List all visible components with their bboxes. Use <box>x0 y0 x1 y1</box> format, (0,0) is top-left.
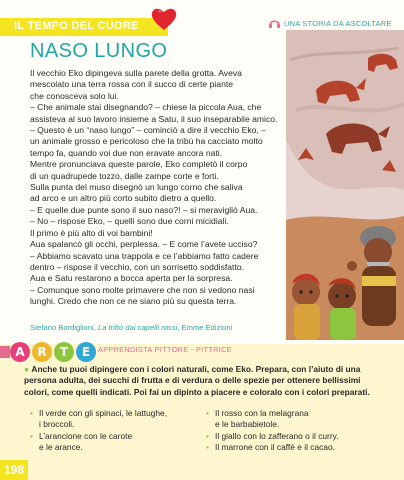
color-list-item: • Il marrone con il caffè e il cacao. <box>206 442 396 453</box>
story-line: di un quadrupede tozzo, dalle zampe corte e forti. <box>30 170 219 181</box>
instruction-text: persona adulta, dei succhi di frutta e di verdura o delle spezie per ottenere bellissimi <box>24 375 361 386</box>
story-line: Sulla punta del muso disegnò un lungo corno che saliva <box>30 182 243 193</box>
story-line: – Questo è un “naso lungo” – cominciò a dire il vecchio Eko, – <box>30 125 266 136</box>
section-header: IL TEMPO DEL CUORE <box>14 20 139 32</box>
arte-letter-a: A <box>15 345 25 359</box>
story-line: Il primo è più alto di voi bambini! <box>30 227 153 238</box>
heart-icon <box>150 6 178 32</box>
story-line: un animale grosso e pericoloso che la tribù ha cacciato molto <box>30 136 263 147</box>
color-list-item: • L’arancione con le carote <box>30 431 200 442</box>
story-line: lunghi. Credo che non ce ne siano più su questa terra. <box>30 296 237 307</box>
story-line: mescolato una terra rossa con il succo di certe piante <box>30 79 234 90</box>
story-line: – Comunque sono molte primavere che non si vedono nasi <box>30 284 255 295</box>
story-title: NASO LUNGO <box>30 40 168 62</box>
story-text <box>30 68 284 308</box>
story-line: Aua spalancò gli occhi, perplessa. – E come l’avete ucciso? <box>30 239 258 250</box>
story-line: – Che animale stai disegnando? – chiese la piccola Aua, che <box>30 102 262 113</box>
story-line: – No – rispose Eko, – quelli sono due corni micidiali. <box>30 216 229 227</box>
color-list-left <box>30 408 200 454</box>
color-list-item: e le barbabietole. <box>215 419 280 430</box>
story-line: dentro – rispose il vecchio, con un sorrisetto soddisfatto. <box>30 261 245 272</box>
page-number <box>0 460 28 480</box>
story-line: ad arco e un altro più corto subito dietro a quello. <box>30 193 217 204</box>
arte-subtitle: APPRENDISTA PITTORE - PITTRICE <box>98 345 232 354</box>
headphones-icon[interactable] <box>268 17 281 29</box>
arte-letter-e: E <box>81 345 91 359</box>
story-line: – Abbiamo scavato una trappola e ce l’abbiamo fatto cadere <box>30 250 259 261</box>
story-line: Mentre pronunciava queste parole, Eko completò il corpo <box>30 159 248 170</box>
story-line: tempo fa, quando voi due non eravate ancora nati. <box>30 147 223 158</box>
story-line: Aua e Satu restarono a bocca aperta per la sorpresa. <box>30 273 233 284</box>
page-number-text: 198 <box>4 463 25 477</box>
arte-letter-t: T <box>59 345 69 359</box>
audio-story-label[interactable]: UNA STORIA DA ASCOLTARE <box>284 19 392 28</box>
instruction-line <box>24 375 394 386</box>
color-list-right <box>206 408 396 454</box>
color-list-item: • Il giallo con lo zafferano o il curry. <box>206 431 396 442</box>
activity-instructions <box>24 364 394 398</box>
story-line: che conosceva solo lui. <box>30 90 119 101</box>
color-list-item: • Il rosso con la melagrana <box>206 408 396 419</box>
color-list-item: e le arance. <box>39 442 83 453</box>
credit-book-title: La tribù dai capelli rossi <box>97 323 178 332</box>
story-line: Il vecchio Eko dipingeva sulla parete della grotta. Aveva <box>30 68 242 78</box>
instruction-line <box>24 387 394 398</box>
color-list-item: i broccoli. <box>39 419 75 430</box>
instruction-text: colori, come quelli indicati. Poi fai un dipinto a piacere e coloralo con i colori preparati. <box>24 386 370 397</box>
arte-letter-r: R <box>37 345 47 359</box>
story-credit <box>30 323 232 332</box>
instruction-text: Anche tu puoi dipingere con i colori naturali, come Eko. Prepara, con l’aiuto di una <box>31 364 361 374</box>
cave-painting-illustration <box>286 30 404 340</box>
credit-author: Stefano Bordiglioni, <box>30 323 98 332</box>
story-line: – E quelle due punte sono il suo naso?! – si meravigliò Aua. <box>30 204 258 215</box>
bullet-icon: ● <box>24 364 32 374</box>
story-line: assisteva al suo lavoro insieme a Satu, il suo inseparabile amico. <box>30 113 278 124</box>
instruction-line <box>24 364 394 375</box>
color-list-item: • Il verde con gli spinaci, le lattughe, <box>30 408 200 419</box>
arte-badge <box>0 340 96 364</box>
credit-publisher: , Emme Edizioni <box>177 323 233 332</box>
